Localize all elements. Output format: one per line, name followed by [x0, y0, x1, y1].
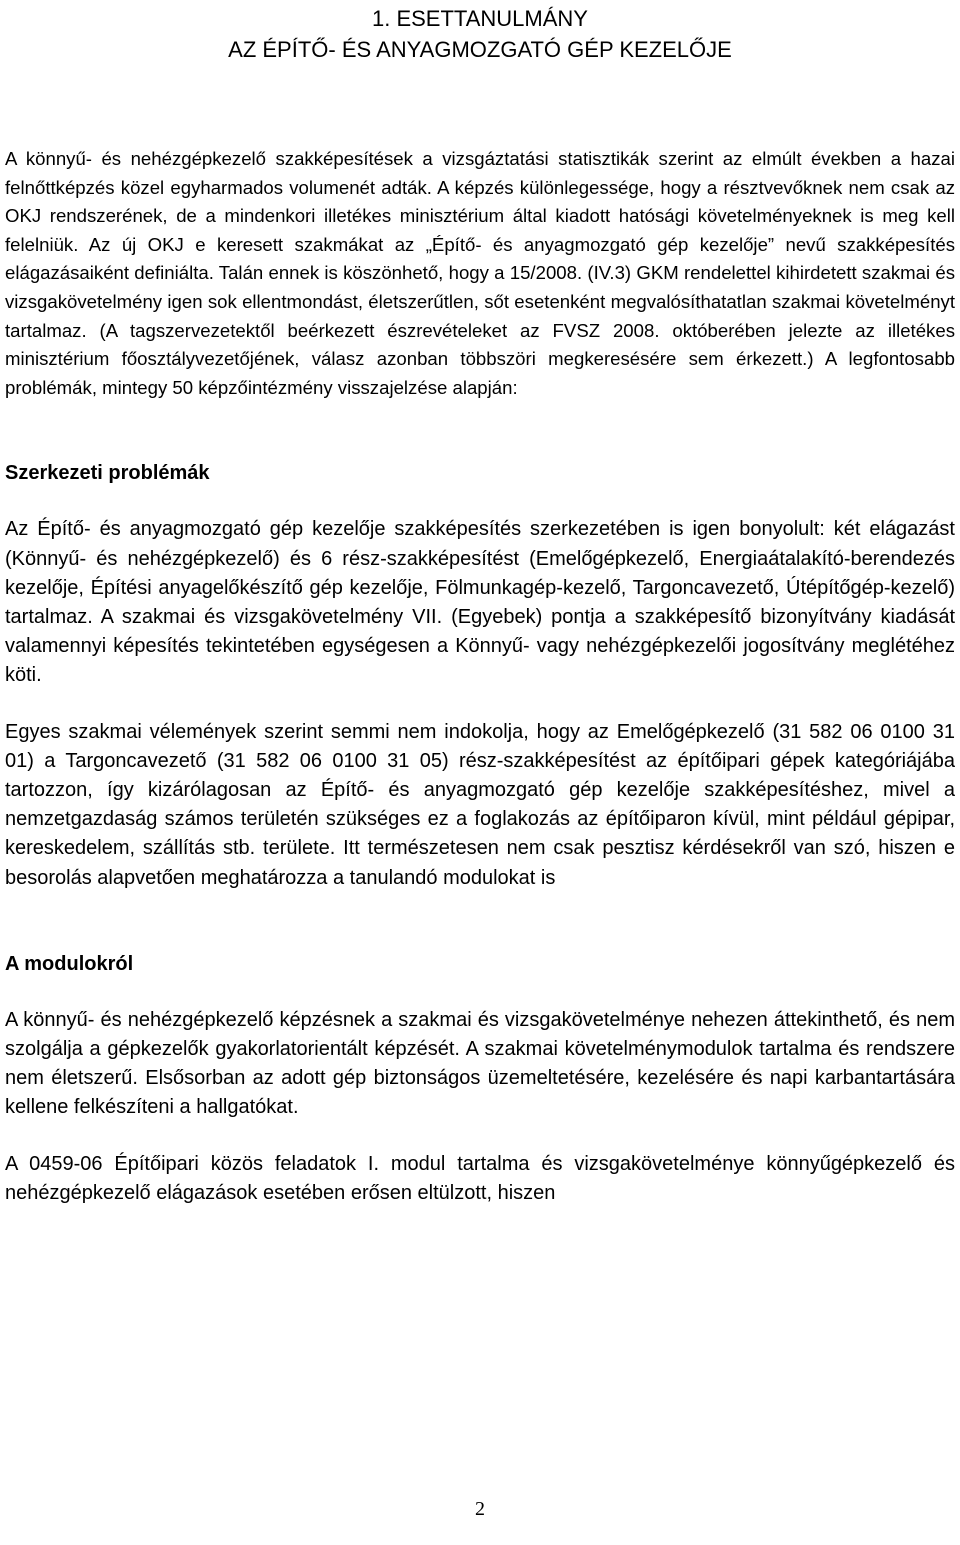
section-heading-structural-problems: Szerkezeti problémák — [5, 462, 210, 485]
page-number: 2 — [475, 1498, 485, 1520]
modules-paragraph-1: A könnyű- és nehézgépkezelő képzésnek a szakmai és vizsgakövetelménye nehezen áttekinthető, és nem szolgálja a gépkezelők gyakorlatorientált képzését. A szakmai követelménymodulok tartalma és rendszere nem életszerű. Elsősorban az adott gép biztonságos üzemeltetésére, kezelésére és napi karbantartására kellene felkészíteni a hallgatókat. — [5, 1008, 955, 1119]
document-title — [5, 0, 955, 65]
document-page — [5, 0, 955, 1208]
section-heading-modules: A modulokról — [5, 952, 134, 975]
modules-paragraph-2: A 0459-06 Építőipari közös feladatok I. modul tartalma és vizsgakövetelménye könnyűgépkezelő és nehézgépkezelő elágazások esetében erősen eltülzott, hiszen — [5, 1152, 955, 1204]
structural-paragraph-2: Egyes szakmai vélemények szerint semmi nem indokolja, hogy az Emelőgépkezelő (31 582 06 0100 31 01) a Targoncavezető (31 582 06 0100 31 05) rész-szakképesítést az építőipari gépek kategóriájába tartozzon, így kizárólagosan az Építő- és anyagmozgató gép kezelője szakképesítéshez, mivel a nemzetgazdaság számos területén szükséges ez a foglakozás az építőiparon kívül, mint például gépipar, kereskedelem, szállítás stb. területe. Itt természetesen nem csak pesztisz kérdésekről van szó, hiszen e besorolás alapvetően meghatározza a tanulandó modulokat is — [5, 720, 955, 889]
structural-paragraph-1: Az Építő- és anyagmozgató gép kezelője szakképesítés szerkezetében is igen bonyolult: két elágazást (Könnyű- és nehézgépkezelő) és 6 rész-szakképesítést (Emelőgépkezelő, Energiaátalakító-berendezés kezelője, Építési anyagelőkészítő gép kezelője, Fölmunkagép-kezelő, Targoncavezető, Útépítőgép-kezelő) tartalmaz. A szakmai és vizsgakövetelmény VII. (Egyebek) pontja a szakképesítő bizonyítvány kiadását valamennyi képesítés tekintetében egységesen a Könnyű- vagy nehézgépkezelői jogosítvány meglétéhez köti. — [5, 518, 955, 687]
title-line-1: 1. ESETTANULMÁNY — [372, 6, 588, 31]
title-line-2: AZ ÉPÍTŐ- ÉS ANYAGMOZGATÓ GÉP KEZELŐJE — [228, 37, 732, 62]
intro-paragraph: A könnyű- és nehézgépkezelő szakképesítések a vizsgáztatási statisztikák szerint az elmúlt években a hazai felnőttképzés közel egyharmados volumenét adták. A képzés különlegessége, hogy a résztvevőknek nem csak az OKJ rendszerének, de a mindenkori illetékes minisztérium által kiadott hatósági követelményeknek is meg kell felelniük. Az új OKJ e keresett szakmákat az „Építő- és anyagmozgató gép kezelője” nevű szakképesítés elágazásaiként definiálta. Talán ennek is köszönhető, hogy a 15/2008. (IV.3) GKM rendelettel kihirdetett szakmai és vizsgakövetelmény igen sok ellentmondást, életszerűtlen, sőt esetenként megvalósíthatatlan szakmai követelményt tartalmaz. (A tagszervezetektől beérkezett észrevételeket az FVSZ 2008. októberében jelezte az illetékes minisztérium főosztályvezetőjének, válasz azonban többszöri megkeresésére sem érkezett.) A legfontosabb problémák, mintegy 50 képzőintézmény visszajelzése alapján: — [5, 148, 955, 398]
